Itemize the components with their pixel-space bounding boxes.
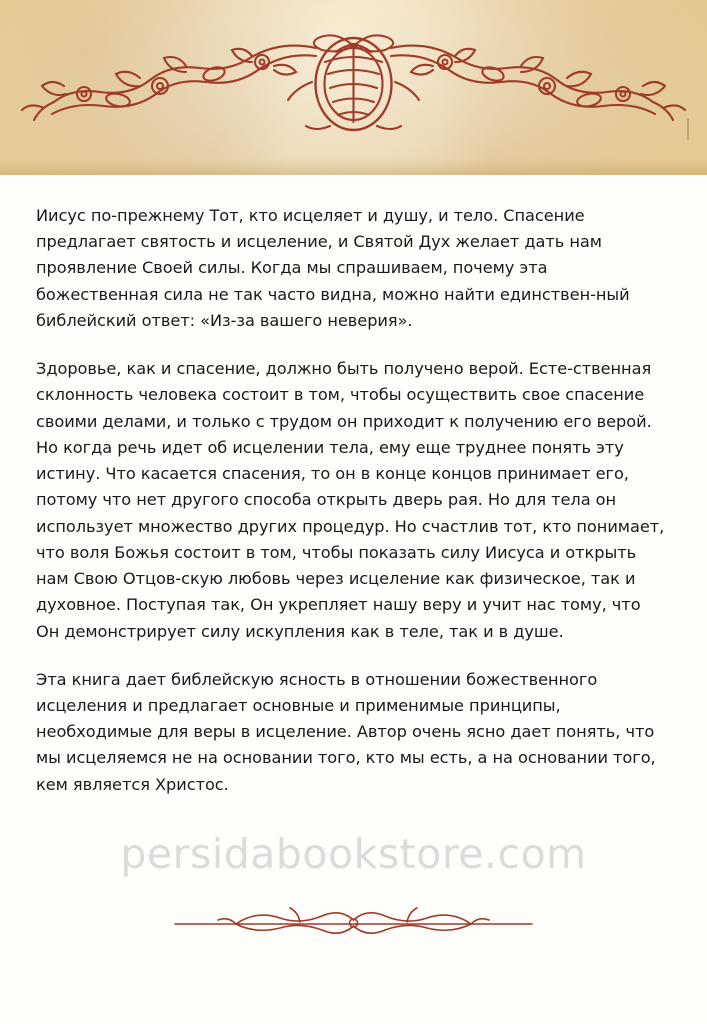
back-cover-text bbox=[0, 175, 707, 798]
band-edge-mark bbox=[687, 118, 689, 140]
paragraph-1: Иисус по-прежнему Тот, кто исцеляет и душу, и тело. Спасение предлагает святость и исцеление, и Святой Дух желает дать нам проявление Своей силы. Когда мы спрашиваем, почему эта божественная сила не так часто видна, можно найти единствен-ный библейский ответ: «Из-за вашего неверия». bbox=[36, 206, 630, 330]
watermark-text: persidabookstore.com bbox=[120, 830, 587, 878]
paragraph-2: Здоровье, как и спасение, должно быть получено верой. Есте-ственная склонность человека состоит в том, чтобы осуществить свое спасение своими делами, и только с трудом он приходит к получению его верой. Но когда речь идет об исцелении тела, ему еще труднее понять эту истину. Что касается спасения, то он в конце концов принимает его, потому что нет другого способа открыть дверь рая. Но для тела он использует множество других процедур. Но счастлив тот, кто понимает, что воля Божья состоит в том, чтобы показать силу Иисуса и открыть нам Свою Отцов-скую любовь через исцеление как физическое, так и духовное. Поступая так, Он укрепляет нашу веру и учит нас тому, что Он демонстрирует силу искупления как в теле, так и в душе. bbox=[36, 359, 665, 641]
flourish-divider-ornament bbox=[0, 900, 707, 960]
floral-vine-ornament bbox=[0, 22, 707, 132]
header-decorative-band bbox=[0, 0, 707, 175]
paragraph-3: Эта книга дает библейскую ясность в отношении божественного исцеления и предлагает основные и применимые принципы, необходимые для веры в исцеление. Автор очень ясно дает понять, что мы исцеляемся не на основании того, кто мы есть, а на основании того, кем является Христос. bbox=[36, 669, 656, 794]
band-bottom-shadow bbox=[0, 159, 707, 175]
